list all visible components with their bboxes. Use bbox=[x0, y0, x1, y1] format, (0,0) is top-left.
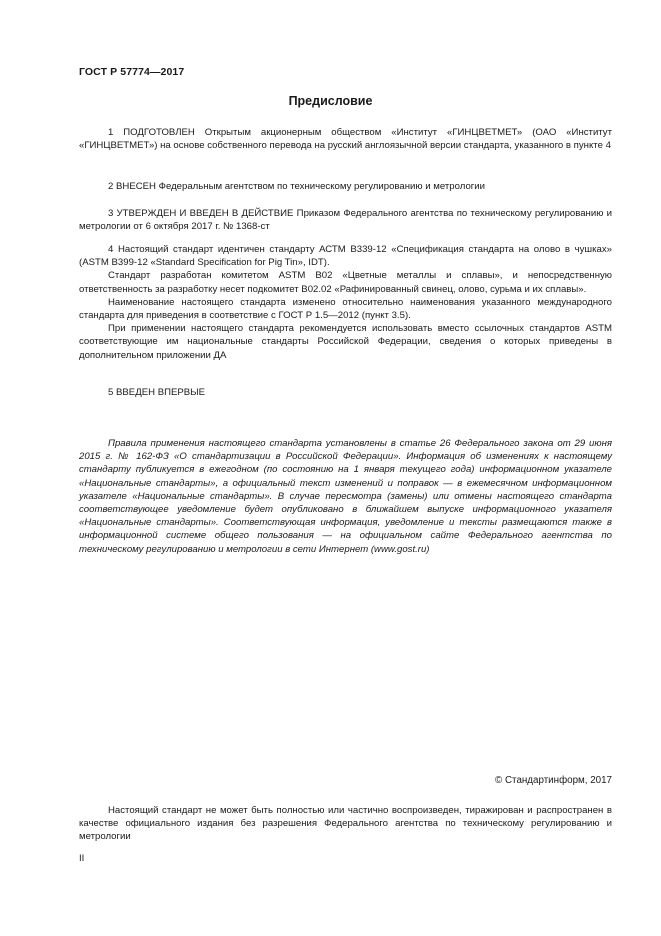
section-5-text: 5 ВВЕДЕН ВПЕРВЫЕ bbox=[108, 387, 206, 398]
reproduction-text: Настоящий стандарт не может быть полностью или частично воспроизведен, тиражирован и распространен в качестве официального издания без разрешения Федерального агентства по техническому регулированию и метрологии bbox=[79, 805, 612, 843]
copyright: © Стандартинформ, 2017 bbox=[495, 775, 612, 786]
section-4-paragraph: Стандарт разработан комитетом ASTM B02 «Цветные металлы и сплавы», и непосредственную ответственность за разработку несет подкомитет B02.02 «Рафинированный свинец, олово, сурьма и их сплавы». bbox=[79, 270, 612, 295]
section-4-paragraph: 4 Настоящий стандарт идентичен стандарту АСТМ В339-12 «Спецификация стандарта на олово в чушках» (ASTM B399-12 «Standard Specification for Pig Tin», IDT). bbox=[79, 244, 612, 269]
section-1 bbox=[79, 126, 612, 152]
page-title: Предисловие bbox=[288, 94, 373, 108]
section-3-text: 3 УТВЕРЖДЕН И ВВЕДЕН В ДЕЙСТВИЕ Приказом Федерального агентства по техническому регулированию и метрологии от 6 октября 2017 г. № 1368-ст bbox=[79, 208, 612, 233]
standard-usage-notice bbox=[79, 437, 612, 556]
notice-text: Правила применения настоящего стандарта установлены в статье 26 Федерального закона от 29 июня 2015 г. № 162-ФЗ «О стандартизации в Российской Федерации». Информация об изменениях к настоящему стандарту публикуется в ежегодном (по состоянию на 1 января текущего года) информационном указателе «Национальные стандарты», а официальный текст изменений и поправок — в ежемесячном информационном указателе «Национальные стандарты». В случае пересмотра (замены) или отмены настоящего стандарта соответствующее уведомление будет опубликовано в ближайшем выпуске информационного указателя «Национальные стандарты». Соответствующая информация, уведомление и тексты размещаются также в информационной системе общего пользования — на официальном сайте Федерального агентства по техническому регулированию и метрологии в сети Интернет (www.gost.ru) bbox=[79, 438, 612, 555]
section-4 bbox=[79, 243, 612, 362]
section-3 bbox=[79, 207, 612, 233]
page-number: II bbox=[79, 853, 85, 864]
section-2 bbox=[79, 180, 612, 193]
reproduction-notice bbox=[79, 804, 612, 844]
section-4-paragraph: Наименование настоящего стандарта изменено относительно наименования указанного международного стандарта для приведения в соответствие с ГОСТ Р 1.5—2012 (пункт 3.5). bbox=[79, 296, 612, 322]
document-code: ГОСТ Р 57774—2017 bbox=[79, 66, 185, 78]
section-5 bbox=[79, 386, 612, 399]
section-1-text: 1 ПОДГОТОВЛЕН Открытым акционерным обществом «Институт «ГИНЦВЕТМЕТ» (ОАО «Институт «ГИНЦВЕТМЕТ») на основе собственного перевода на русский англоязычной версии стандарта, указанного в пункте 4 bbox=[79, 127, 612, 152]
section-2-text: 2 ВНЕСЕН Федеральным агентством по техническому регулированию и метрологии bbox=[108, 181, 486, 192]
section-4-paragraph: При применении настоящего стандарта рекомендуется использовать вместо ссылочных стандартов ASTM соответствующие им национальные стандарты Российской Федерации, сведения о которых приведены в дополнительном приложении ДА bbox=[79, 323, 612, 361]
